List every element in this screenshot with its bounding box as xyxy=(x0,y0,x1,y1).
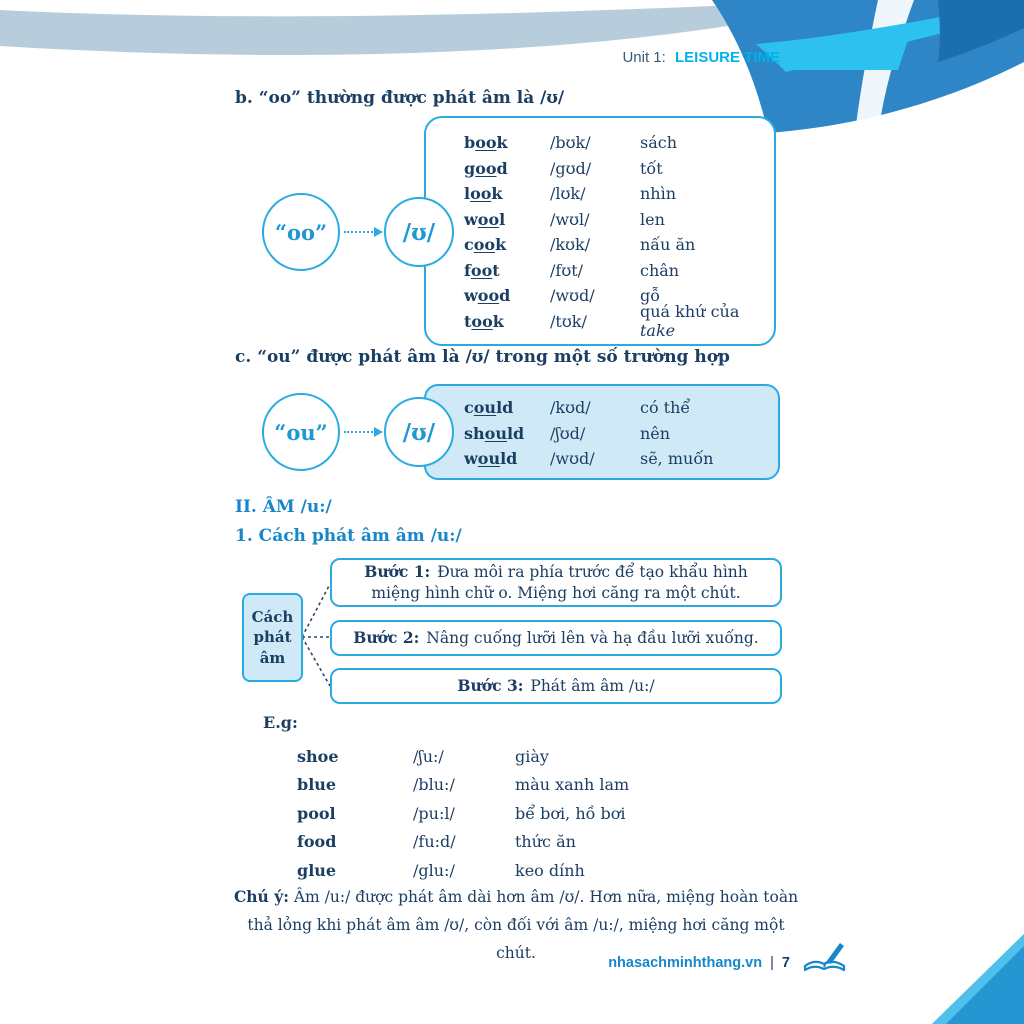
example-row xyxy=(297,856,777,885)
ipa-text: /fʊt/ xyxy=(550,260,584,280)
word-text: should xyxy=(464,423,525,443)
eg-label: E.g: xyxy=(263,713,298,732)
meaning-text: gỗ xyxy=(640,286,661,306)
section-ii-heading: II. ÂM /u:/ xyxy=(235,497,332,517)
example-ipa: /fu:d/ xyxy=(413,832,456,852)
word-table-b xyxy=(424,116,776,346)
ipa-text: /bʊk/ xyxy=(550,133,591,153)
footer-separator: | xyxy=(770,955,774,971)
example-word: glue xyxy=(297,860,337,880)
unit-label: Unit 1: xyxy=(622,49,666,66)
word-row xyxy=(426,232,774,258)
ipa-text: /wʊd/ xyxy=(550,449,595,469)
ipa-text: /tʊk/ xyxy=(550,311,587,331)
example-meaning: giày xyxy=(515,746,549,766)
footer-site: nhasachminhthang.vn xyxy=(608,955,763,971)
word-text: book xyxy=(464,133,508,153)
meaning-text: nấu ăn xyxy=(640,235,696,255)
word-text: foot xyxy=(464,260,500,280)
section-b-heading: b. “oo” thường được phát âm là /ʊ/ xyxy=(235,88,565,108)
example-row xyxy=(297,771,777,800)
example-word: food xyxy=(297,832,337,852)
example-meaning: thức ăn xyxy=(515,832,576,852)
meaning-text: quá khứ của take xyxy=(640,302,740,341)
word-row xyxy=(426,302,774,341)
word-row xyxy=(426,181,774,207)
word-row xyxy=(426,130,774,156)
phoneme-circle-b: /ʊ/ xyxy=(384,197,454,267)
ipa-text: /ʃʊd/ xyxy=(550,423,586,443)
example-word: pool xyxy=(297,803,336,823)
example-word: blue xyxy=(297,775,337,795)
word-row xyxy=(426,156,774,182)
word-table-c xyxy=(424,384,780,480)
step-box-1: Bước 1: Đưa môi ra phía trước để tạo khẩu hình miệng hình chữ o. Miệng hơi căng ra một chút. xyxy=(330,558,782,607)
example-word: shoe xyxy=(297,746,339,766)
phoneme-circle-c: /ʊ/ xyxy=(384,397,454,467)
meaning-text: nên xyxy=(640,423,671,443)
method-label-box: Cách phát âm xyxy=(242,593,303,682)
meaning-text: nhìn xyxy=(640,184,677,204)
example-row xyxy=(297,799,777,828)
example-ipa: /blu:/ xyxy=(413,775,455,795)
word-text: would xyxy=(464,449,518,469)
ipa-text: /lʊk/ xyxy=(550,184,586,204)
dotted-arrow-icon xyxy=(344,231,380,233)
word-text: could xyxy=(464,398,514,418)
word-text: cook xyxy=(464,235,507,255)
oo-circle: “oo” xyxy=(262,193,340,271)
word-row xyxy=(426,207,774,233)
word-text: good xyxy=(464,158,508,178)
word-text: wool xyxy=(464,209,506,229)
example-meaning: bể bơi, hồ bơi xyxy=(515,803,626,823)
examples-table xyxy=(297,742,777,885)
writer-logo-icon xyxy=(800,936,850,980)
ipa-text: /gʊd/ xyxy=(550,158,592,178)
example-ipa: /ʃu:/ xyxy=(413,746,444,766)
unit-header xyxy=(622,49,780,66)
example-ipa: /glu:/ xyxy=(413,860,455,880)
note-paragraph: Chú ý: Âm /u:/ được phát âm dài hơn âm /ʊ/. Hơn nữa, miệng hoàn toàn thả lỏng khi phát âm âm /ʊ/, còn đối với âm /u:/, miệng hơi căng một chút. xyxy=(233,887,799,962)
step-box-2: Bước 2: Nâng cuống lưỡi lên và hạ đầu lưỡi xuống. xyxy=(330,620,782,656)
unit-title: LEISURE TIME xyxy=(674,49,780,66)
section-c-heading: c. “ou” được phát âm là /ʊ/ trong một số trường hợp xyxy=(235,347,730,367)
word-row xyxy=(426,446,778,472)
word-text: wood xyxy=(464,286,511,306)
meaning-text: chân xyxy=(640,260,680,280)
ipa-text: /kʊk/ xyxy=(550,235,591,255)
section-ii-subheading: 1. Cách phát âm âm /u:/ xyxy=(235,526,462,546)
word-row xyxy=(426,395,778,421)
example-meaning: màu xanh lam xyxy=(515,775,630,795)
ipa-text: /wʊl/ xyxy=(550,209,590,229)
example-meaning: keo dính xyxy=(515,860,585,880)
example-row xyxy=(297,828,777,857)
meaning-text: sẽ, muốn xyxy=(640,449,714,469)
corner-triangle-decoration xyxy=(924,924,1024,1024)
dotted-arrow-icon xyxy=(344,431,380,433)
note-label: Chú ý: xyxy=(233,887,289,906)
word-row xyxy=(426,421,778,447)
footer xyxy=(520,955,790,971)
example-ipa: /pu:l/ xyxy=(413,803,455,823)
meaning-text: có thể xyxy=(640,398,691,418)
word-text: took xyxy=(464,311,504,331)
word-row xyxy=(426,258,774,284)
meaning-text: len xyxy=(640,209,665,229)
ipa-text: /kʊd/ xyxy=(550,398,591,418)
ipa-text: /wʊd/ xyxy=(550,286,595,306)
meaning-text: tốt xyxy=(640,158,663,178)
example-row xyxy=(297,742,777,771)
meaning-text: sách xyxy=(640,133,678,153)
word-text: look xyxy=(464,184,503,204)
step-box-3: Bước 3: Phát âm âm /u:/ xyxy=(330,668,782,704)
ou-circle: “ou” xyxy=(262,393,340,471)
footer-page-number: 7 xyxy=(781,955,790,971)
